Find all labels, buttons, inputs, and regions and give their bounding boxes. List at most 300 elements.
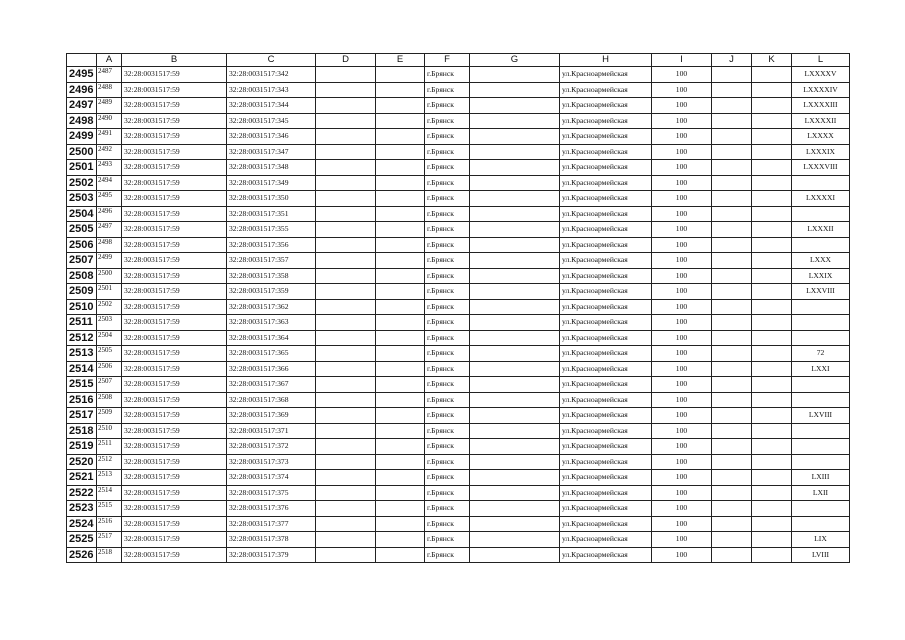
cell-e[interactable] — [376, 67, 425, 83]
cell-c[interactable]: 32:28:0031517:356 — [227, 237, 316, 253]
row-number[interactable]: 2514 — [67, 361, 97, 377]
corner-cell[interactable] — [67, 54, 97, 67]
row-number[interactable]: 2511 — [67, 315, 97, 331]
cell-g[interactable] — [470, 237, 560, 253]
cell-i[interactable]: 100 — [652, 237, 712, 253]
cell-e[interactable] — [376, 516, 425, 532]
cell-g[interactable] — [470, 470, 560, 486]
cell-e[interactable] — [376, 253, 425, 269]
column-header-g[interactable]: G — [470, 54, 560, 67]
cell-a[interactable]: 2508 — [97, 392, 122, 408]
cell-h[interactable]: ул.Красноармейская — [560, 253, 652, 269]
cell-k[interactable] — [752, 516, 792, 532]
cell-f[interactable]: г.Брянск — [425, 268, 470, 284]
cell-i[interactable]: 100 — [652, 82, 712, 98]
cell-g[interactable] — [470, 485, 560, 501]
cell-h[interactable]: ул.Красноармейская — [560, 392, 652, 408]
cell-e[interactable] — [376, 532, 425, 548]
cell-h[interactable]: ул.Красноармейская — [560, 361, 652, 377]
cell-f[interactable]: г.Брянск — [425, 532, 470, 548]
cell-g[interactable] — [470, 408, 560, 424]
cell-g[interactable] — [470, 454, 560, 470]
column-header-h[interactable]: H — [560, 54, 652, 67]
cell-g[interactable] — [470, 439, 560, 455]
cell-j[interactable] — [712, 361, 752, 377]
cell-l[interactable]: LXXI — [792, 361, 850, 377]
cell-i[interactable]: 100 — [652, 439, 712, 455]
cell-h[interactable]: ул.Красноармейская — [560, 377, 652, 393]
cell-e[interactable] — [376, 268, 425, 284]
cell-i[interactable]: 100 — [652, 516, 712, 532]
column-header-b[interactable]: B — [122, 54, 227, 67]
cell-k[interactable] — [752, 82, 792, 98]
cell-c[interactable]: 32:28:0031517:346 — [227, 129, 316, 145]
cell-a[interactable]: 2494 — [97, 175, 122, 191]
cell-g[interactable] — [470, 98, 560, 114]
cell-h[interactable]: ул.Красноармейская — [560, 144, 652, 160]
cell-d[interactable] — [316, 361, 376, 377]
cell-j[interactable] — [712, 67, 752, 83]
cell-f[interactable]: г.Брянск — [425, 144, 470, 160]
cell-g[interactable] — [470, 377, 560, 393]
cell-a[interactable]: 2495 — [97, 191, 122, 207]
cell-j[interactable] — [712, 439, 752, 455]
row-number[interactable]: 2496 — [67, 82, 97, 98]
row-number[interactable]: 2526 — [67, 547, 97, 563]
cell-f[interactable]: г.Брянск — [425, 516, 470, 532]
cell-b[interactable]: 32:28:0031517:59 — [122, 454, 227, 470]
cell-j[interactable] — [712, 144, 752, 160]
cell-a[interactable]: 2517 — [97, 532, 122, 548]
cell-i[interactable]: 100 — [652, 299, 712, 315]
cell-g[interactable] — [470, 532, 560, 548]
cell-c[interactable]: 32:28:0031517:365 — [227, 346, 316, 362]
cell-c[interactable]: 32:28:0031517:377 — [227, 516, 316, 532]
cell-c[interactable]: 32:28:0031517:375 — [227, 485, 316, 501]
cell-i[interactable]: 100 — [652, 98, 712, 114]
cell-a[interactable]: 2492 — [97, 144, 122, 160]
cell-k[interactable] — [752, 206, 792, 222]
cell-b[interactable]: 32:28:0031517:59 — [122, 160, 227, 176]
cell-b[interactable]: 32:28:0031517:59 — [122, 315, 227, 331]
cell-k[interactable] — [752, 547, 792, 563]
cell-b[interactable]: 32:28:0031517:59 — [122, 206, 227, 222]
cell-c[interactable]: 32:28:0031517:359 — [227, 284, 316, 300]
row-number[interactable]: 2509 — [67, 284, 97, 300]
cell-c[interactable]: 32:28:0031517:355 — [227, 222, 316, 238]
cell-f[interactable]: г.Брянск — [425, 67, 470, 83]
cell-h[interactable]: ул.Красноармейская — [560, 408, 652, 424]
cell-l[interactable]: LIX — [792, 532, 850, 548]
cell-k[interactable] — [752, 237, 792, 253]
cell-d[interactable] — [316, 237, 376, 253]
cell-a[interactable]: 2505 — [97, 346, 122, 362]
cell-g[interactable] — [470, 501, 560, 517]
cell-i[interactable]: 100 — [652, 501, 712, 517]
column-header-e[interactable]: E — [376, 54, 425, 67]
cell-g[interactable] — [470, 268, 560, 284]
cell-h[interactable]: ул.Красноармейская — [560, 222, 652, 238]
cell-e[interactable] — [376, 237, 425, 253]
cell-f[interactable]: г.Брянск — [425, 377, 470, 393]
cell-l[interactable]: LXXXXIV — [792, 82, 850, 98]
cell-c[interactable]: 32:28:0031517:351 — [227, 206, 316, 222]
cell-f[interactable]: г.Брянск — [425, 129, 470, 145]
cell-f[interactable]: г.Брянск — [425, 392, 470, 408]
cell-b[interactable]: 32:28:0031517:59 — [122, 330, 227, 346]
cell-j[interactable] — [712, 470, 752, 486]
cell-j[interactable] — [712, 454, 752, 470]
cell-f[interactable]: г.Брянск — [425, 222, 470, 238]
cell-i[interactable]: 100 — [652, 206, 712, 222]
cell-f[interactable]: г.Брянск — [425, 175, 470, 191]
cell-e[interactable] — [376, 175, 425, 191]
cell-c[interactable]: 32:28:0031517:367 — [227, 377, 316, 393]
cell-b[interactable]: 32:28:0031517:59 — [122, 67, 227, 83]
cell-g[interactable] — [470, 547, 560, 563]
cell-d[interactable] — [316, 532, 376, 548]
cell-l[interactable] — [792, 299, 850, 315]
cell-l[interactable] — [792, 392, 850, 408]
cell-c[interactable]: 32:28:0031517:369 — [227, 408, 316, 424]
cell-f[interactable]: г.Брянск — [425, 439, 470, 455]
cell-a[interactable]: 2514 — [97, 485, 122, 501]
cell-b[interactable]: 32:28:0031517:59 — [122, 532, 227, 548]
row-number[interactable]: 2521 — [67, 470, 97, 486]
cell-b[interactable]: 32:28:0031517:59 — [122, 439, 227, 455]
cell-c[interactable]: 32:28:0031517:358 — [227, 268, 316, 284]
cell-h[interactable]: ул.Красноармейская — [560, 191, 652, 207]
row-number[interactable]: 2508 — [67, 268, 97, 284]
cell-b[interactable]: 32:28:0031517:59 — [122, 361, 227, 377]
cell-j[interactable] — [712, 315, 752, 331]
cell-f[interactable]: г.Брянск — [425, 485, 470, 501]
cell-b[interactable]: 32:28:0031517:59 — [122, 144, 227, 160]
cell-a[interactable]: 2513 — [97, 470, 122, 486]
cell-g[interactable] — [470, 144, 560, 160]
cell-k[interactable] — [752, 454, 792, 470]
cell-l[interactable] — [792, 516, 850, 532]
cell-e[interactable] — [376, 346, 425, 362]
cell-e[interactable] — [376, 501, 425, 517]
cell-h[interactable]: ул.Красноармейская — [560, 532, 652, 548]
cell-e[interactable] — [376, 113, 425, 129]
cell-e[interactable] — [376, 361, 425, 377]
cell-a[interactable]: 2512 — [97, 454, 122, 470]
cell-k[interactable] — [752, 160, 792, 176]
cell-c[interactable]: 32:28:0031517:373 — [227, 454, 316, 470]
cell-j[interactable] — [712, 299, 752, 315]
cell-l[interactable]: LXXXVIII — [792, 160, 850, 176]
cell-d[interactable] — [316, 129, 376, 145]
cell-d[interactable] — [316, 160, 376, 176]
cell-c[interactable]: 32:28:0031517:347 — [227, 144, 316, 160]
cell-e[interactable] — [376, 330, 425, 346]
cell-a[interactable]: 2491 — [97, 129, 122, 145]
cell-h[interactable]: ул.Красноармейская — [560, 160, 652, 176]
cell-g[interactable] — [470, 222, 560, 238]
cell-i[interactable]: 100 — [652, 160, 712, 176]
cell-b[interactable]: 32:28:0031517:59 — [122, 129, 227, 145]
cell-f[interactable]: г.Брянск — [425, 454, 470, 470]
cell-i[interactable]: 100 — [652, 485, 712, 501]
cell-c[interactable]: 32:28:0031517:343 — [227, 82, 316, 98]
cell-h[interactable]: ул.Красноармейская — [560, 67, 652, 83]
cell-a[interactable]: 2493 — [97, 160, 122, 176]
cell-i[interactable]: 100 — [652, 268, 712, 284]
cell-c[interactable]: 32:28:0031517:350 — [227, 191, 316, 207]
cell-j[interactable] — [712, 377, 752, 393]
cell-f[interactable]: г.Брянск — [425, 330, 470, 346]
cell-g[interactable] — [470, 299, 560, 315]
row-number[interactable]: 2506 — [67, 237, 97, 253]
cell-k[interactable] — [752, 408, 792, 424]
row-number[interactable]: 2512 — [67, 330, 97, 346]
cell-g[interactable] — [470, 129, 560, 145]
cell-f[interactable]: г.Брянск — [425, 284, 470, 300]
cell-f[interactable]: г.Брянск — [425, 253, 470, 269]
cell-c[interactable]: 32:28:0031517:344 — [227, 98, 316, 114]
cell-a[interactable]: 2496 — [97, 206, 122, 222]
cell-b[interactable]: 32:28:0031517:59 — [122, 470, 227, 486]
cell-i[interactable]: 100 — [652, 346, 712, 362]
cell-c[interactable]: 32:28:0031517:378 — [227, 532, 316, 548]
cell-a[interactable]: 2490 — [97, 113, 122, 129]
cell-a[interactable]: 2510 — [97, 423, 122, 439]
cell-h[interactable]: ул.Красноармейская — [560, 175, 652, 191]
cell-l[interactable] — [792, 206, 850, 222]
cell-d[interactable] — [316, 470, 376, 486]
cell-i[interactable]: 100 — [652, 315, 712, 331]
cell-j[interactable] — [712, 330, 752, 346]
cell-l[interactable]: LXXIX — [792, 268, 850, 284]
cell-b[interactable]: 32:28:0031517:59 — [122, 82, 227, 98]
cell-d[interactable] — [316, 501, 376, 517]
row-number[interactable]: 2498 — [67, 113, 97, 129]
cell-k[interactable] — [752, 423, 792, 439]
cell-k[interactable] — [752, 284, 792, 300]
cell-c[interactable]: 32:28:0031517:348 — [227, 160, 316, 176]
cell-j[interactable] — [712, 423, 752, 439]
cell-g[interactable] — [470, 67, 560, 83]
cell-c[interactable]: 32:28:0031517:366 — [227, 361, 316, 377]
cell-j[interactable] — [712, 253, 752, 269]
cell-d[interactable] — [316, 330, 376, 346]
cell-l[interactable]: LXXXII — [792, 222, 850, 238]
cell-h[interactable]: ул.Красноармейская — [560, 206, 652, 222]
cell-f[interactable]: г.Брянск — [425, 191, 470, 207]
cell-l[interactable] — [792, 330, 850, 346]
cell-a[interactable]: 2516 — [97, 516, 122, 532]
cell-i[interactable]: 100 — [652, 129, 712, 145]
cell-h[interactable]: ул.Красноармейская — [560, 113, 652, 129]
cell-h[interactable]: ул.Красноармейская — [560, 268, 652, 284]
cell-g[interactable] — [470, 191, 560, 207]
cell-h[interactable]: ул.Красноармейская — [560, 237, 652, 253]
cell-g[interactable] — [470, 330, 560, 346]
row-number[interactable]: 2523 — [67, 501, 97, 517]
cell-l[interactable]: LXXVIII — [792, 284, 850, 300]
cell-l[interactable]: LXXXXI — [792, 191, 850, 207]
column-header-l[interactable]: L — [792, 54, 850, 67]
cell-j[interactable] — [712, 284, 752, 300]
cell-e[interactable] — [376, 439, 425, 455]
cell-f[interactable]: г.Брянск — [425, 547, 470, 563]
cell-j[interactable] — [712, 392, 752, 408]
cell-b[interactable]: 32:28:0031517:59 — [122, 175, 227, 191]
cell-d[interactable] — [316, 392, 376, 408]
cell-k[interactable] — [752, 67, 792, 83]
cell-e[interactable] — [376, 98, 425, 114]
cell-l[interactable] — [792, 501, 850, 517]
cell-j[interactable] — [712, 268, 752, 284]
cell-d[interactable] — [316, 144, 376, 160]
cell-k[interactable] — [752, 392, 792, 408]
row-number[interactable]: 2504 — [67, 206, 97, 222]
cell-a[interactable]: 2499 — [97, 253, 122, 269]
cell-i[interactable]: 100 — [652, 144, 712, 160]
cell-d[interactable] — [316, 67, 376, 83]
cell-b[interactable]: 32:28:0031517:59 — [122, 392, 227, 408]
column-header-k[interactable]: K — [752, 54, 792, 67]
cell-c[interactable]: 32:28:0031517:376 — [227, 501, 316, 517]
cell-k[interactable] — [752, 113, 792, 129]
row-number[interactable]: 2495 — [67, 67, 97, 83]
cell-l[interactable] — [792, 423, 850, 439]
cell-e[interactable] — [376, 470, 425, 486]
cell-k[interactable] — [752, 439, 792, 455]
cell-g[interactable] — [470, 284, 560, 300]
cell-j[interactable] — [712, 547, 752, 563]
cell-d[interactable] — [316, 516, 376, 532]
cell-j[interactable] — [712, 129, 752, 145]
cell-d[interactable] — [316, 98, 376, 114]
cell-k[interactable] — [752, 501, 792, 517]
cell-e[interactable] — [376, 299, 425, 315]
cell-f[interactable]: г.Брянск — [425, 160, 470, 176]
cell-b[interactable]: 32:28:0031517:59 — [122, 346, 227, 362]
cell-f[interactable]: г.Брянск — [425, 206, 470, 222]
cell-a[interactable]: 2518 — [97, 547, 122, 563]
cell-a[interactable]: 2515 — [97, 501, 122, 517]
cell-b[interactable]: 32:28:0031517:59 — [122, 113, 227, 129]
cell-e[interactable] — [376, 485, 425, 501]
cell-b[interactable]: 32:28:0031517:59 — [122, 268, 227, 284]
row-number[interactable]: 2510 — [67, 299, 97, 315]
column-header-a[interactable]: A — [97, 54, 122, 67]
cell-d[interactable] — [316, 439, 376, 455]
cell-h[interactable]: ул.Красноармейская — [560, 315, 652, 331]
cell-i[interactable]: 100 — [652, 470, 712, 486]
cell-i[interactable]: 100 — [652, 423, 712, 439]
row-number[interactable]: 2501 — [67, 160, 97, 176]
cell-c[interactable]: 32:28:0031517:349 — [227, 175, 316, 191]
cell-d[interactable] — [316, 284, 376, 300]
cell-a[interactable]: 2497 — [97, 222, 122, 238]
cell-b[interactable]: 32:28:0031517:59 — [122, 547, 227, 563]
cell-b[interactable]: 32:28:0031517:59 — [122, 237, 227, 253]
cell-c[interactable]: 32:28:0031517:364 — [227, 330, 316, 346]
cell-e[interactable] — [376, 377, 425, 393]
cell-h[interactable]: ул.Красноармейская — [560, 501, 652, 517]
cell-e[interactable] — [376, 454, 425, 470]
cell-i[interactable]: 100 — [652, 284, 712, 300]
column-header-i[interactable]: I — [652, 54, 712, 67]
cell-a[interactable]: 2511 — [97, 439, 122, 455]
cell-b[interactable]: 32:28:0031517:59 — [122, 284, 227, 300]
cell-a[interactable]: 2506 — [97, 361, 122, 377]
cell-f[interactable]: г.Брянск — [425, 113, 470, 129]
row-number[interactable]: 2524 — [67, 516, 97, 532]
row-number[interactable]: 2499 — [67, 129, 97, 145]
cell-a[interactable]: 2500 — [97, 268, 122, 284]
cell-e[interactable] — [376, 408, 425, 424]
row-number[interactable]: 2503 — [67, 191, 97, 207]
cell-i[interactable]: 100 — [652, 377, 712, 393]
cell-b[interactable]: 32:28:0031517:59 — [122, 299, 227, 315]
cell-l[interactable]: LXIII — [792, 470, 850, 486]
cell-f[interactable]: г.Брянск — [425, 315, 470, 331]
cell-k[interactable] — [752, 299, 792, 315]
cell-g[interactable] — [470, 392, 560, 408]
cell-e[interactable] — [376, 206, 425, 222]
cell-l[interactable]: LXXX — [792, 253, 850, 269]
row-number[interactable]: 2517 — [67, 408, 97, 424]
row-number[interactable]: 2507 — [67, 253, 97, 269]
cell-e[interactable] — [376, 423, 425, 439]
cell-e[interactable] — [376, 547, 425, 563]
cell-j[interactable] — [712, 501, 752, 517]
cell-i[interactable]: 100 — [652, 330, 712, 346]
cell-f[interactable]: г.Брянск — [425, 346, 470, 362]
cell-d[interactable] — [316, 206, 376, 222]
row-number[interactable]: 2500 — [67, 144, 97, 160]
cell-j[interactable] — [712, 237, 752, 253]
cell-d[interactable] — [316, 113, 376, 129]
cell-g[interactable] — [470, 206, 560, 222]
cell-b[interactable]: 32:28:0031517:59 — [122, 423, 227, 439]
cell-l[interactable] — [792, 377, 850, 393]
cell-j[interactable] — [712, 516, 752, 532]
cell-a[interactable]: 2507 — [97, 377, 122, 393]
cell-e[interactable] — [376, 144, 425, 160]
cell-l[interactable]: LXXXX — [792, 129, 850, 145]
cell-h[interactable]: ул.Красноармейская — [560, 423, 652, 439]
cell-l[interactable]: 72 — [792, 346, 850, 362]
cell-e[interactable] — [376, 82, 425, 98]
row-number[interactable]: 2502 — [67, 175, 97, 191]
cell-d[interactable] — [316, 423, 376, 439]
column-header-c[interactable]: C — [227, 54, 316, 67]
cell-g[interactable] — [470, 253, 560, 269]
cell-a[interactable]: 2487 — [97, 67, 122, 83]
cell-d[interactable] — [316, 253, 376, 269]
cell-d[interactable] — [316, 268, 376, 284]
cell-k[interactable] — [752, 175, 792, 191]
column-header-j[interactable]: J — [712, 54, 752, 67]
cell-l[interactable]: LXXXXV — [792, 67, 850, 83]
cell-j[interactable] — [712, 160, 752, 176]
cell-b[interactable]: 32:28:0031517:59 — [122, 408, 227, 424]
cell-j[interactable] — [712, 408, 752, 424]
cell-e[interactable] — [376, 222, 425, 238]
cell-d[interactable] — [316, 175, 376, 191]
cell-l[interactable] — [792, 175, 850, 191]
cell-i[interactable]: 100 — [652, 175, 712, 191]
cell-h[interactable]: ул.Красноармейская — [560, 98, 652, 114]
cell-k[interactable] — [752, 315, 792, 331]
cell-j[interactable] — [712, 206, 752, 222]
